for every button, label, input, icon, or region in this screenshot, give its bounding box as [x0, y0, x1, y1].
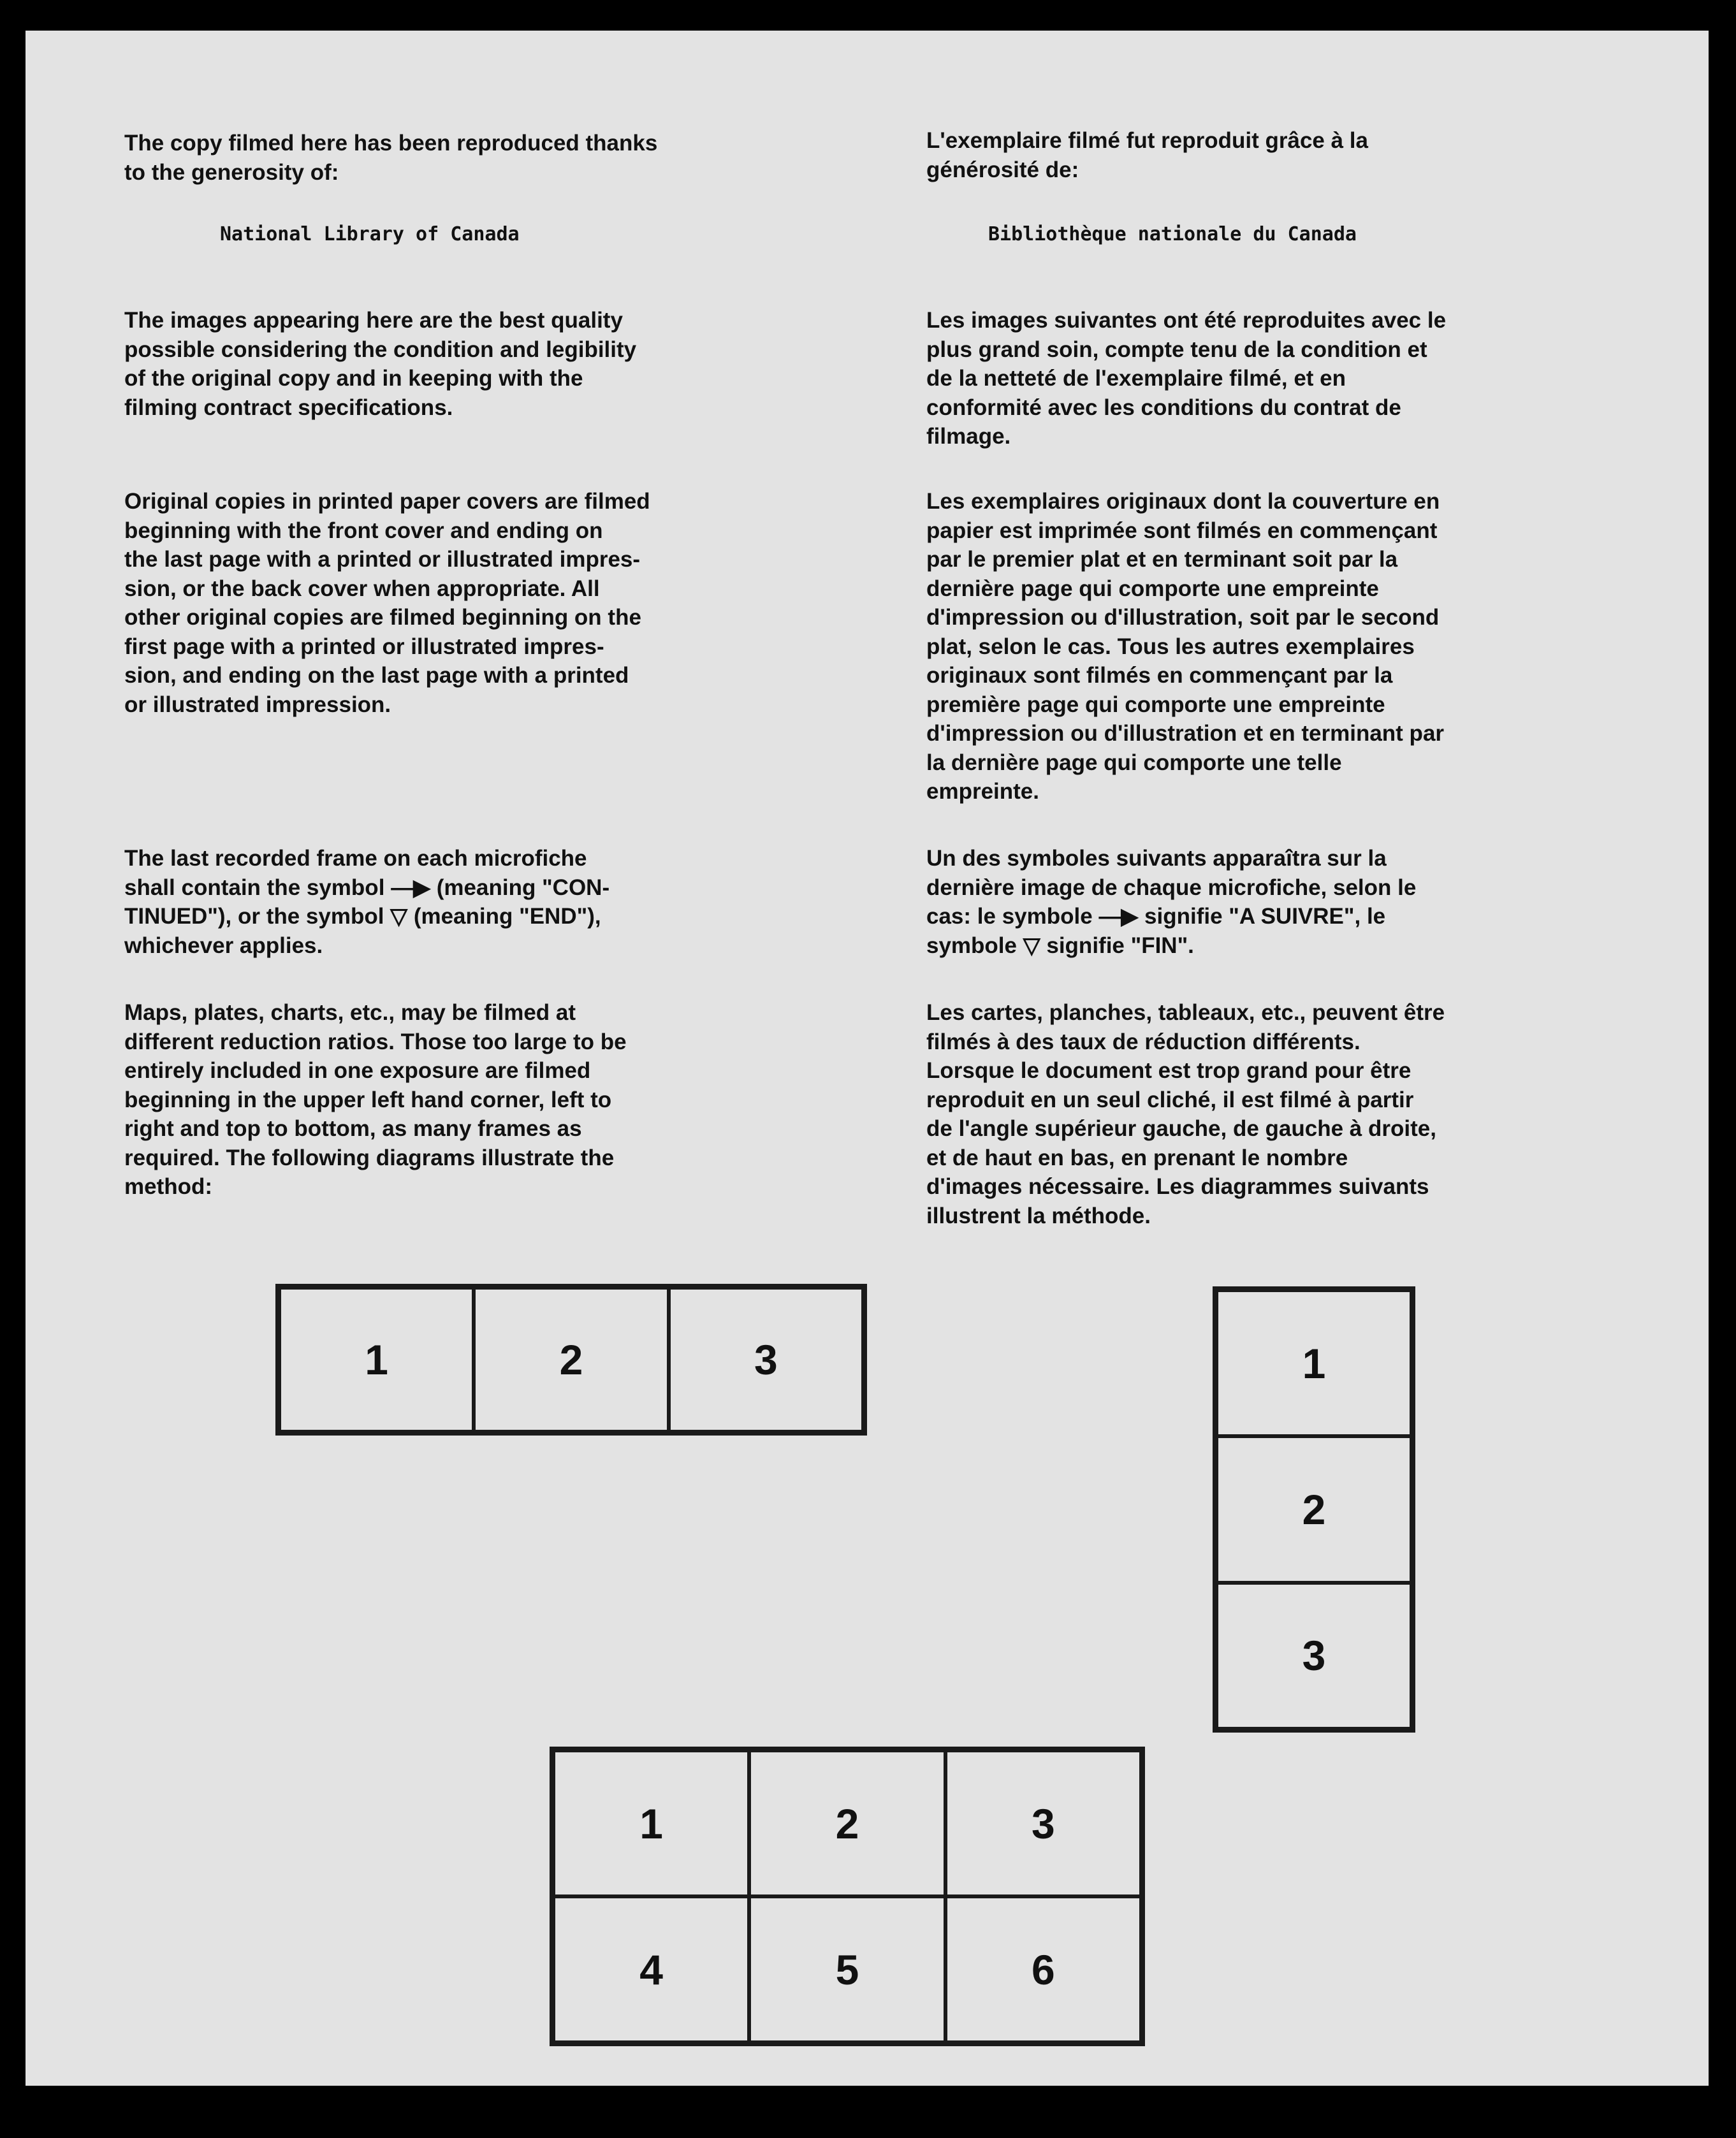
frame-cell: 2: [474, 1288, 668, 1432]
french-institution-name: Bibliothèque nationale du Canada: [988, 223, 1357, 245]
vertical-frames-diagram: [1213, 1286, 1415, 1733]
french-credit-text: L'exemplaire filmé fut reproduit grâce à la générosité de:: [926, 128, 1368, 182]
french-quality-text: Les images suivantes ont été reproduites avec le plus grand soin, compte tenu de la condition et de la netteté de l'exemplaire filmé, et en conformité avec les conditions du contrat de filmage.: [926, 308, 1447, 449]
frame-cell: 2: [749, 1750, 945, 1896]
microfiche-target-page: [26, 31, 1709, 2095]
english-institution-name: National Library of Canada: [220, 223, 520, 245]
english-quality-text: The images appearing here are the best quality possible considering the condition and legibility of the original copy and in keeping with the filming contract specifications.: [124, 308, 637, 420]
english-reduction-text: Maps, plates, charts, etc., may be filmed at different reduction ratios. Those too large to be entirely included in one exposure are filmed beginning in the upper left hand corner, left to right and top to bottom, as many frames as required. The following diagrams illustrate the method:: [124, 1000, 627, 1199]
frame-cell: 1: [279, 1288, 474, 1432]
english-filming-order-text: Original copies in printed paper covers are filmed beginning with the front cover and ending on the last page with a printed or illustrated impres- sion, or the back cover when appropriate. All other original copies are filmed beginning on the first page with a printed or illustrated impres- sion, and ending on the last page with a printed or illustrated impression.: [124, 489, 650, 717]
grid-frames-diagram: [550, 1747, 1145, 2046]
scan-bottom-edge: [26, 2086, 1709, 2095]
horizontal-frames-diagram: [275, 1284, 867, 1436]
frame-cell: 3: [669, 1288, 863, 1432]
frame-cell: 2: [1216, 1436, 1411, 1582]
frame-cell: 1: [553, 1750, 749, 1896]
french-reduction-text: Les cartes, planches, tableaux, etc., peuvent être filmés à des taux de réduction différents. Lorsque le document est trop grand pour être reproduit en un seul cliché, il est filmé à partir de l'angle supérieur gauche, de gauche à droite, et de haut en bas, en prenant le nombre d'images nécessaire. Les diagrammes suivants illustrent la méthode.: [926, 1000, 1445, 1228]
french-symbol-text: Un des symboles suivants apparaîtra sur la dernière image de chaque microfiche, selon le cas: le symbole —▶ signifie "A SUIVRE", le symbole ▽ signifie "FIN".: [926, 846, 1417, 958]
frame-cell: 3: [945, 1750, 1141, 1896]
frame-cell: 5: [749, 1896, 945, 2042]
english-symbol-text: The last recorded frame on each microfiche shall contain the symbol —▶ (meaning "CON- TINUED"), or the symbol ▽ (meaning "END"), whichever applies.: [124, 846, 610, 958]
french-filming-order-text: Les exemplaires originaux dont la couverture en papier est imprimée sont filmés en commençant par le premier plat et en terminant soit par la dernière page qui comporte une empreinte d'impression ou d'illustration, soit par le second plat, selon le cas. Tous les autres exemplaires originaux sont filmés en commençant par la première page qui comporte une empreinte d'impression ou d'illustration et en terminant par la dernière page qui comporte une telle empreinte.: [926, 489, 1445, 804]
frame-cell: 1: [1216, 1290, 1411, 1436]
frame-cell: 6: [945, 1896, 1141, 2042]
frame-cell: 4: [553, 1896, 749, 2042]
english-credit-text: The copy filmed here has been reproduced thanks to the generosity of:: [124, 131, 658, 185]
frame-cell: 3: [1216, 1583, 1411, 1729]
